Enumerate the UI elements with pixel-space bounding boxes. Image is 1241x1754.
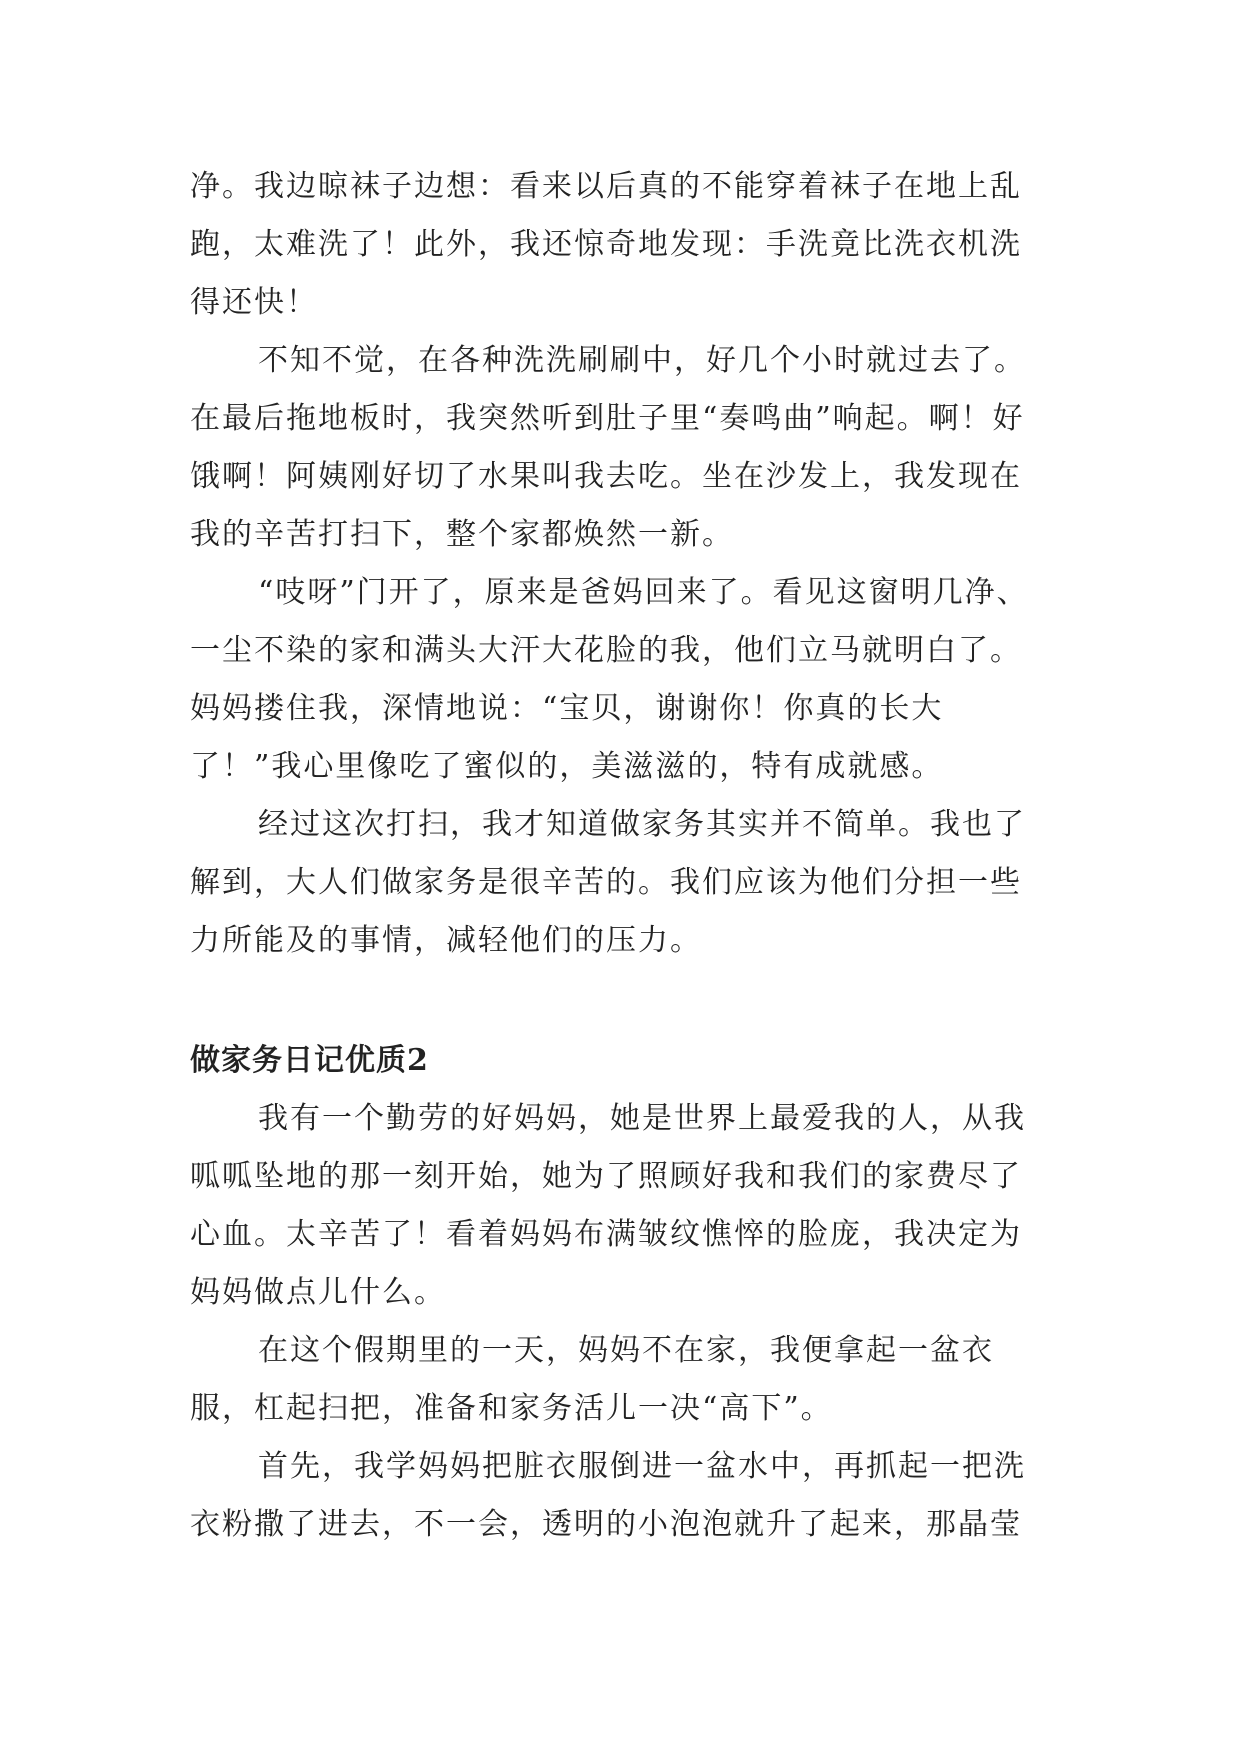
paragraph: 经过这次打扫，我才知道做家务其实并不简单。我也了解到，大人们做家务是很辛苦的。我们应该为他们分担一些力所能及的事情，减轻他们的压力。 xyxy=(190,807,1026,958)
document-body xyxy=(190,158,1050,1554)
paragraph: 首先，我学妈妈把脏衣服倒进一盆水中，再抓起一把洗衣粉撒了进去，不一会，透明的小泡泡就升了起来，那晶莹 xyxy=(190,1449,1026,1542)
paragraph: 我有一个勤劳的好妈妈，她是世界上最爱我的人，从我呱呱坠地的那一刻开始，她为了照顾好我和我们的家费尽了心血。太辛苦了！看着妈妈布满皱纹憔悴的脸庞，我决定为妈妈做点儿什么。 xyxy=(190,1101,1026,1310)
paragraph: 在这个假期里的一天，妈妈不在家，我便拿起一盆衣服，杠起扫把，准备和家务活儿一决“高下”。 xyxy=(190,1333,994,1426)
paragraph: 不知不觉，在各种洗洗刷刷中，好几个小时就过去了。在最后拖地板时，我突然听到肚子里“奏鸣曲”响起。啊！好饿啊！阿姨刚好切了水果叫我去吃。坐在沙发上，我发现在我的辛苦打扫下，整个家都焕然一新。 xyxy=(190,343,1026,552)
paragraph: “吱呀”门开了，原来是爸妈回来了。看见这窗明几净、一尘不染的家和满头大汗大花脸的我，他们立马就明白了。妈妈搂住我，深情地说：“宝贝，谢谢你！你真的长大了！”我心里像吃了蜜似的，美滋滋的，特有成就感。 xyxy=(190,575,1029,784)
paragraph: 净。我边晾袜子边想：看来以后真的不能穿着袜子在地上乱跑，太难洗了！此外，我还惊奇地发现：手洗竟比洗衣机洗得还快！ xyxy=(190,169,1022,320)
section-title: 做家务日记优质2 xyxy=(190,1043,429,1078)
